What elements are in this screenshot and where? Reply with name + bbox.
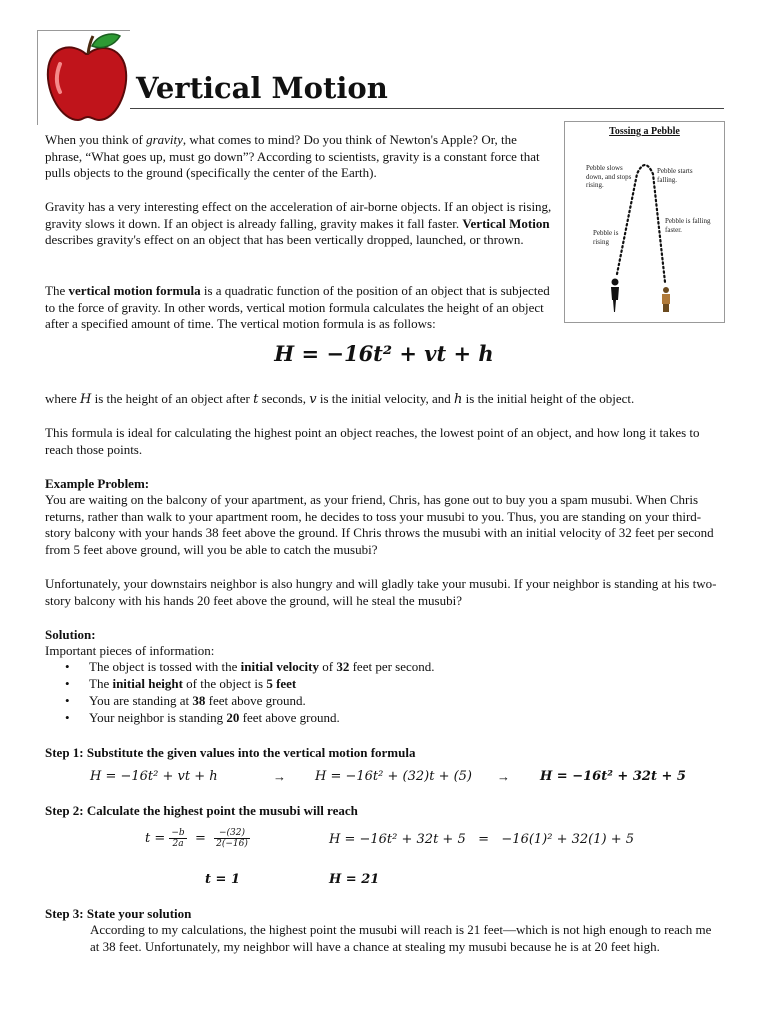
figure-label-starts: Pebble starts falling. <box>657 167 693 184</box>
vertical-motion-formula: H = −16t² + vt + h <box>274 341 494 366</box>
title-divider <box>130 108 724 109</box>
step-2-heading: Step 2: Calculate the highest point the musubi will reach <box>45 803 358 818</box>
figure-label-rising: Pebble is rising <box>593 229 619 246</box>
example-paragraph-1: You are waiting on the balcony of your apartment, as your friend, Chris, has gone out to buy you a spam musubi. When Chris returns, rather than walk to your apartment room, he decides to toss your musubi to you. Thus, you are standing on your third-story balcony with your hands 38 feet above the ground. If Chris throws the musubi with an initial velocity of 32 feet per second from 5 feet above ground, will you be able to catch the musubi? <box>45 492 714 557</box>
max-height-equation: H = −16t² + 32t + 5 = −16(1)² + 32(1) + 5 <box>329 832 635 847</box>
step-1-heading: Step 1: Substitute the given values into the vertical motion formula <box>45 745 416 760</box>
pebble-path-diagram <box>565 122 724 322</box>
arrow-icon: → <box>497 769 510 784</box>
step-1-equation-general: H = −16t² + vt + h <box>90 769 218 784</box>
list-item: • Your neighbor is standing 20 feet above ground. <box>65 710 340 725</box>
information-list <box>65 659 435 727</box>
pebble-figure <box>564 121 725 323</box>
step-3-paragraph: According to my calculations, the highest point the musubi will reach is 21 feet—which is not high enough to reach me at 38 feet. Unfortunately, my neighbor will have a chance at stealing my musubi because he is at 20 feet high. <box>90 922 712 954</box>
intro-paragraph-3: The vertical motion formula is a quadratic function of the position of an object that is subjected to the force of gravity. In other words, vertical motion formula calculates the height of an object after a specified amount of time. The vertical motion formula is as follows: <box>45 283 550 331</box>
vertex-time-equation: t = $\frac{-b}{2a}$ = $\frac{-(32)}{2(-16)}$ <box>145 828 248 849</box>
apple-icon <box>44 32 130 124</box>
solution-intro: Important pieces of information: <box>45 643 215 658</box>
solution-heading: Solution: <box>45 627 96 642</box>
figure-label-slows: Pebble slows down, and stops rising. <box>586 164 632 189</box>
intro-paragraph-1: When you think of gravity, what comes to mind? Do you think of Newton's Apple? Or, the phrase, “What goes up, must go down”? According to scientists, gravity is a constant force that pulls objects to the ground (specifically the center of the Earth). <box>45 132 540 180</box>
page-title: Vertical Motion <box>136 71 388 105</box>
variable-definitions: where H is the height of an object after t seconds, v is the initial velocity, and h is the initial height of the object. <box>45 391 635 407</box>
person-icon <box>611 279 619 313</box>
list-item: • The object is tossed with the initial velocity of 32 feet per second. <box>65 659 435 674</box>
list-item: • You are standing at 38 feet above ground. <box>65 693 306 708</box>
step-1-equation-result: H = −16t² + 32t + 5 <box>540 769 686 784</box>
figure-title: Tossing a Pebble <box>609 126 680 137</box>
figure-label-falling: Pebble is falling faster. <box>665 217 711 234</box>
person-icon-2 <box>662 287 670 312</box>
time-result: t = 1 <box>205 872 240 887</box>
example-paragraph-2: Unfortunately, your downstairs neighbor is also hungry and will gladly take your musubi. If your neighbor is standing at his two-story balcony with his hands 20 feet above the ground, will he steal the musubi? <box>45 576 717 608</box>
list-item: • The initial height of the object is 5 feet <box>65 676 297 691</box>
step-1-equation-substituted: H = −16t² + (32)t + (5) <box>315 769 473 784</box>
intro-paragraph-2: Gravity has a very interesting effect on the acceleration of air-borne objects. If an object is rising, gravity slows it down. If an object is already falling, gravity makes it fall faster. Vertical Motion describes gravity's effect on an object that has been vertically dropped, launched, or thrown. <box>45 199 552 247</box>
height-result: H = 21 <box>329 872 380 887</box>
formula-uses-paragraph: This formula is ideal for calculating the highest point an object reaches, the lowest point of an object, and how long it takes to reach those points. <box>45 425 700 457</box>
step-3-heading: Step 3: State your solution <box>45 906 192 921</box>
example-heading: Example Problem: <box>45 476 150 491</box>
arrow-icon: → <box>273 769 286 784</box>
